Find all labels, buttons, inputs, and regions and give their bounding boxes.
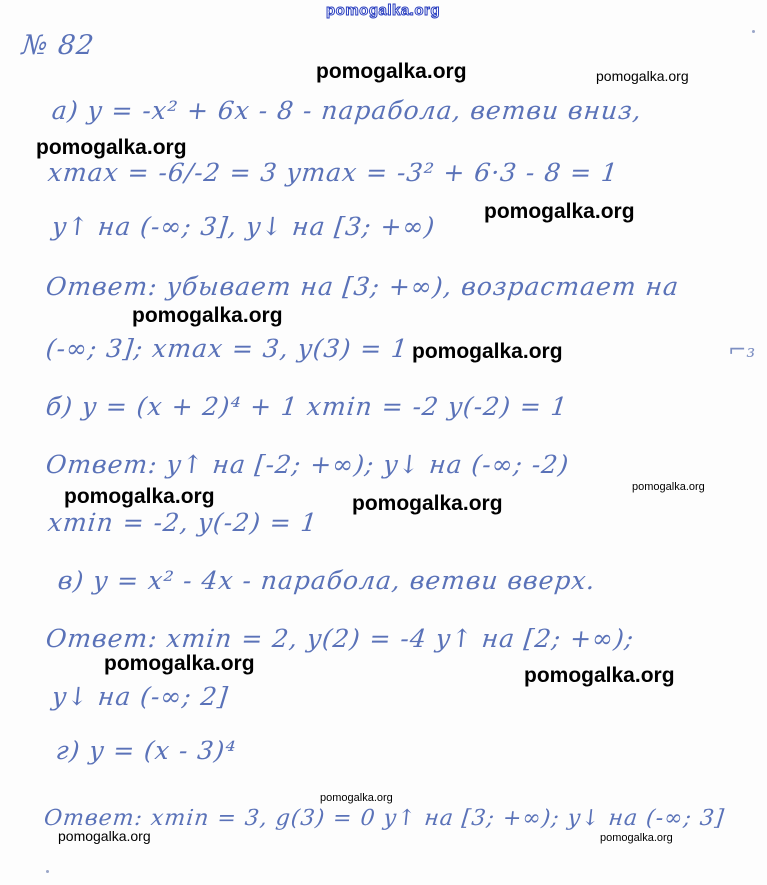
problem-number: № 82: [20, 30, 97, 61]
solution-line-a-monotonicity: y↑ на (-∞; 3], y↓ на [3; +∞): [50, 212, 437, 241]
watermark: pomogalka.org: [132, 304, 283, 327]
top-watermark: pomogalka.org: [326, 2, 441, 19]
watermark: pomogalka.org: [104, 652, 255, 675]
watermark: pomogalka.org: [600, 832, 673, 844]
watermark: pomogalka.org: [632, 481, 705, 493]
solution-line-b-answer: Ответ: y↑ на [-2; +∞); y↓ на (-∞; -2): [44, 450, 571, 479]
solution-line-b-answer-cont: xmin = -2, y(-2) = 1: [46, 508, 320, 537]
watermark: pomogalka.org: [596, 68, 689, 84]
solution-line-a-answer-cont: (-∞; 3]; xmax = 3, y(3) = 1: [44, 334, 410, 363]
solution-line-a-function: а) y = -x² + 6x - 8 - парабола, ветви вниз,: [50, 96, 644, 125]
watermark: pomogalka.org: [64, 485, 215, 508]
watermark: pomogalka.org: [58, 828, 151, 844]
watermark: pomogalka.org: [484, 200, 635, 223]
paper-speck: [46, 870, 49, 873]
watermark: pomogalka.org: [524, 664, 675, 687]
solution-line-v-answer-cont: y↓ на (-∞; 2]: [50, 682, 230, 711]
solution-line-a-answer: Ответ: убывает на [3; +∞), возрастает на: [44, 272, 681, 301]
solution-line-g-function: г) y = (x - 3)⁴: [54, 736, 238, 765]
paper-speck: [752, 30, 755, 33]
watermark: pomogalka.org: [320, 792, 393, 804]
solution-line-g-answer: Ответ: xmin = 3, g(3) = 0 y↑ на [3; +∞); y↓ на (-∞; 3]: [42, 806, 726, 831]
solution-line-v-function: в) y = x² - 4x - парабола, ветви вверх.: [56, 566, 598, 595]
margin-mark: ⌐₃: [728, 338, 756, 363]
watermark: pomogalka.org: [412, 340, 563, 363]
watermark: pomogalka.org: [352, 492, 503, 515]
watermark: pomogalka.org: [36, 136, 187, 159]
watermark: pomogalka.org: [316, 60, 467, 83]
solution-line-b-function: б) y = (x + 2)⁴ + 1 xmin = -2 y(-2) = 1: [44, 392, 570, 421]
solution-line-a-xmax: xmax = -6/-2 = 3 ymax = -3² + 6·3 - 8 = 1: [46, 158, 620, 187]
solution-line-v-answer: Ответ: xmin = 2, y(2) = -4 y↑ на [2; +∞);: [44, 624, 636, 653]
